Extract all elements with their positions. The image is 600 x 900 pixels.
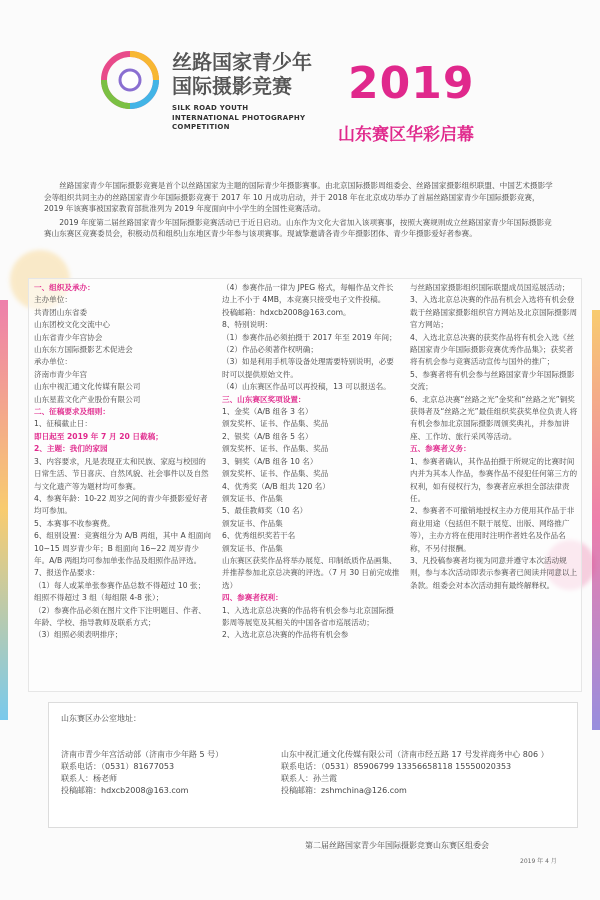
section-heading: 二、征稿要求及细则： xyxy=(34,407,110,417)
rule-line: 4、优秀奖（A/B 组共 120 名） xyxy=(222,481,330,491)
rule-line: 6、北京总决赛“丝路之光”金奖和“丝路之光”铜奖获得者及“丝路之光”最佳组织奖获奖单位负责人将有机会参加北京国际摄影周颁奖典礼，并参加讲座、工作坊、旅行采风等活动。 xyxy=(410,394,578,441)
contact-right-person-label: 联系人： xyxy=(281,774,313,783)
title-english-line3: COMPETITION xyxy=(172,123,230,131)
rule-line: 主办单位： xyxy=(34,295,72,305)
rule-line: 山东中视汇通文化传媒有限公司 xyxy=(34,382,141,392)
contact-left-org: 济南市青少年宫活动部（济南市少年路 5 号） xyxy=(61,750,224,759)
rule-line: （4）参赛作品一律为 JPEG 格式，每幅作品文件长边上不小于 4MB，本竞赛只接受电子文件投稿。 xyxy=(222,283,394,305)
section-heading: 四、参赛者权利： xyxy=(222,593,283,603)
rule-line: 6、优秀组织奖若干名 xyxy=(222,531,296,541)
rule-line: 2、主题：我们的家园 xyxy=(34,444,108,454)
rule-line: （4）山东赛区作品可以再投稿，13 可以报送名。 xyxy=(222,382,391,392)
section-heading: 三、山东赛区奖项设置： xyxy=(222,394,306,404)
contact-left-email-label: 投稿邮箱： xyxy=(61,786,101,795)
rules-column-1 xyxy=(34,282,212,686)
section-heading: 一、组织及承办： xyxy=(34,283,95,292)
left-color-edge xyxy=(0,300,8,720)
rule-line: 5、参赛者将有机会参与丝路国家青少年国际摄影交流； xyxy=(410,369,575,392)
rule-line: 颁发奖杯、证书、作品集、奖品 xyxy=(222,419,329,429)
rule-line: 3、内容要求，凡是表现亚太和民族、家庭与校园的日常生活、节日喜庆、自然风貌、社会事件以及自然与文化遗产等为题材均可参赛。 xyxy=(34,456,209,491)
rule-line: 7、报送作品要求： xyxy=(34,568,100,578)
rule-line: 山东赛区获奖作品将举办展览、印制纸质作品画集、并推荐参加北京总决赛的评选。（7 月 30 日前完成推选） xyxy=(222,555,400,590)
contact-right xyxy=(281,749,571,797)
rule-line: 2、入选北京总决赛的作品将有机会参 xyxy=(222,630,349,640)
section-heading: 五、参赛者义务： xyxy=(410,444,471,454)
intro-paragraph: 丝路国家青少年国际摄影竞赛是首个以丝路国家为主题的国际青少年摄影赛事。由北京国际摄影周组委会、丝路国家摄影组织联盟、中国艺术摄影学会等组织共同主办的丝路国家青少年国际摄影竞赛于 2017 年 10 月成功启动，并于 2018 年在北京成功举办了首届丝路国家青少年国际摄影竞赛，2019 年该赛事被国家教育部批准列为 2019 年度面向中小学生的全国性竞赛活动。 xyxy=(44,181,553,213)
rule-line: 1、参赛者确认，其作品拍摄于所规定的比赛时间内并为其本人作品，参赛作品不侵犯任何第三方的权利，如有侵权行为，参赛者应承担全部法律责任。 xyxy=(410,456,578,503)
contact-left-phone-label: 联系电话： xyxy=(61,762,101,771)
rule-line: 山东团校文化交流中心 xyxy=(34,320,110,330)
year-heading: 2019 xyxy=(348,58,475,109)
rule-line: 4、参赛年龄：10-22 周岁之间的青少年摄影爱好者均可参加。 xyxy=(34,493,208,516)
rule-line: 2、银奖（A/B 组各 5 名） xyxy=(222,431,313,441)
rule-line: 5、本赛事不收参赛费。 xyxy=(34,518,115,528)
footer-organizer: 第二届丝路国家青少年国际摄影竞赛山东赛区组委会 xyxy=(305,841,489,850)
contact-title: 山东赛区办公室地址： xyxy=(61,714,141,723)
rule-line: 1、征稿截止日： xyxy=(34,419,92,429)
rules-column-2 xyxy=(222,282,400,686)
title-chinese-line2: 国际摄影竞赛 xyxy=(172,74,292,98)
rule-line: （2）作品必须著作权明确； xyxy=(222,345,318,355)
title-chinese xyxy=(172,50,312,98)
rule-line: 即日起至 2019 年 7 月 20 日截稿； xyxy=(34,431,163,441)
rule-line: 1、入选北京总决赛的作品将有机会参与北京国际摄影周等展览及其相关的中国各省市巡展活动； xyxy=(222,605,394,627)
rules-column-3 xyxy=(410,282,578,686)
slogan: 山东赛区华彩启幕 xyxy=(338,125,474,145)
rule-line: 6、组别设置：竞赛组分为 A/B 两组，其中 A 组面向 10~15 周岁青少年；B 组面向 16~22 周岁青少年。A/B 两组均可参加单张作品及组照作品评选。 xyxy=(34,531,211,565)
contact-right-phone-label: 联系电话： xyxy=(281,762,321,771)
rule-line: 颁发奖杯、证书、作品集、奖品 xyxy=(222,469,329,479)
contact-left-email[interactable]: hdxcb2008@163.com xyxy=(101,786,189,795)
rule-line: 山东东方国际摄影艺术促进会 xyxy=(34,345,133,355)
rule-line: 山东星蓝文化产业股份有限公司 xyxy=(34,394,141,404)
contact-left-person: 杨老师 xyxy=(93,774,117,783)
rule-line: （1）每人或某单张参赛作品总数不得超过 10 张；组照不得超过 3 组（每组限 4-8 张）； xyxy=(34,580,206,603)
rule-line: 4、入选北京总决赛的获奖作品将有机会入选《丝路国家青少年国际摄影竞赛优秀作品集》；获奖者将有机会参与竞赛活动宣传与国外的推广； xyxy=(410,332,575,367)
rule-line: 1、金奖（A/B 组各 3 名） xyxy=(222,407,313,417)
title-english-line2: INTERNATIONAL PHOTOGRAPHY xyxy=(172,113,306,122)
rule-line: 颁发证书、作品集 xyxy=(222,518,283,528)
rule-line: 共青团山东省委 xyxy=(34,307,88,317)
rule-line: 3、凡投稿参赛者均视为同意并遵守本次活动规则，参与本次活动即表示参赛者已阅读并同意以上条款。组委会对本次活动拥有最终解释权。 xyxy=(410,555,578,590)
rule-line: 3、入选北京总决赛的作品有机会入选将有机会登载于丝路国家摄影组织官方网站及北京国际摄影周官方网站； xyxy=(410,295,578,330)
rule-line: （3）组照必须表明排序； xyxy=(34,630,123,640)
contact-right-email[interactable]: zshmchina@126.com xyxy=(321,786,407,795)
intro-paragraph: 2019 年度第二届丝路国家青少年国际摄影竞赛活动已于近日启动。山东作为文化大省加入该项赛事，按照大赛规则成立丝路国家青少年国际摄影竞赛山东赛区竞赛委员会，积极动员和组织山东地区青少年参与该项赛事。现诚挚邀请各青少年摄影团体、青少年摄影爱好者参赛。 xyxy=(44,217,552,238)
rule-line: 颁发证书、作品集 xyxy=(222,493,283,503)
contact-right-email-label: 投稿邮箱： xyxy=(281,786,321,795)
rule-line: 5、最佳教师奖（10 名） xyxy=(222,506,308,516)
title-english xyxy=(172,104,305,133)
contact-right-org: 山东中视汇通文化传媒有限公司（济南市经五路 17 号发祥商务中心 806 ） xyxy=(281,750,549,759)
contact-left-person-label: 联系人： xyxy=(61,774,93,783)
rule-line: 承办单位： xyxy=(34,357,72,367)
rule-line: 济南市青少年宫 xyxy=(34,369,88,379)
competition-logo-icon xyxy=(100,50,160,110)
title-chinese-line1: 丝路国家青少年 xyxy=(172,50,312,74)
contact-left xyxy=(61,749,291,797)
rule-line: （2）参赛作品必须在图片文件下注明题目、作者、年龄、学校、指导教师及联系方式； xyxy=(34,605,206,627)
right-color-edge xyxy=(592,310,600,730)
rule-line: 山东省青少年宫协会 xyxy=(34,332,103,342)
rule-line: 8、特别说明： xyxy=(222,320,273,330)
rule-line: （1）参赛作品必须拍摄于 2017 年至 2019 年间； xyxy=(222,332,397,342)
rule-line: （3）如是利用手机等设备处理需要特别说明，必要时可以提供原始文件。 xyxy=(222,357,394,379)
contact-right-phone: （0531）85906799 13356658118 15550020353 xyxy=(321,762,512,771)
contact-box xyxy=(48,702,578,828)
contact-left-phone: （0531）81677053 xyxy=(101,762,175,771)
rule-line: 3、铜奖（A/B 组各 10 名） xyxy=(222,456,318,466)
footer-date: 2019 年 4 月 xyxy=(520,858,557,865)
title-english-line1: SILK ROAD YOUTH xyxy=(172,104,249,112)
rule-line: 颁发证书、作品集 xyxy=(222,543,283,553)
contact-right-person: 孙兰霞 xyxy=(313,774,337,783)
intro-text xyxy=(44,180,558,242)
rule-line: 颁发奖杯、证书、作品集、奖品 xyxy=(222,444,329,454)
rule-line: 2、参赛者不可撤销地授权主办方使用其作品于非商业用途（包括但不限于展览、出版、网络推广等），主办方将在使用时注明作者姓名及作品名称，不另付报酬。 xyxy=(410,506,575,553)
rule-line: 投稿邮箱：hdxcb2008@163.com。 xyxy=(222,307,351,317)
rule-line: 与丝路国家摄影组织国际联盟成员国巡展活动； xyxy=(410,283,570,292)
